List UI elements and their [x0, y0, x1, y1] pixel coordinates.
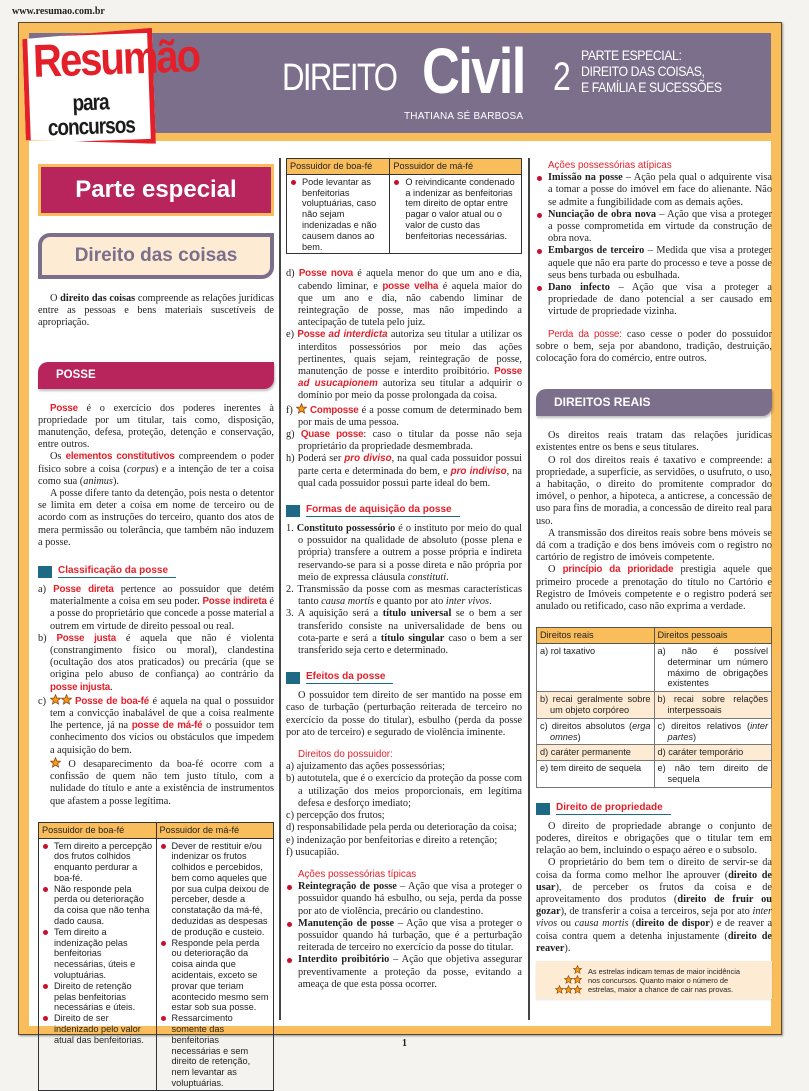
table-header: Possuidor de boa-fé	[39, 822, 157, 838]
list-item: g) Quase posse: caso o titular da posse não seja proprietário da propriedade desmembrada.	[286, 429, 522, 453]
note-paragraph: O desaparecimento da boa-fé ocorre com a confissão de quem não tem justo título, com a nulidade do título e ante a existência de instrumentos que afastem a posse legítima.	[50, 758, 274, 807]
list-item: Tem direito a percepção dos frutos colhidos enquanto perdurar a boa-fé.	[42, 841, 153, 884]
direitos-possuidor-heading: Direitos do possuidor:	[298, 749, 393, 761]
list-item: Reintegração de posse – Ação que visa a proteger o possuidor quando há esbulho, ou seja, perda da posse por ato de violência, precário ou clandestino.	[286, 881, 522, 918]
table-row	[537, 718, 772, 745]
paragraph: Os direitos reais tratam das relações jurídicas existentes entre os bens e seus titulares.	[536, 430, 772, 454]
paragraph: O direito de propriedade abrange o conjunto de poderes, direitos e obrigações que o titular tem em relação ao bem, incluindo o espaço aéreo e o subsolo.	[536, 820, 772, 857]
list-item: 2. Transmissão da posse com as mesmas características tanto causa mortis e quanto por ato inter vivos.	[286, 584, 522, 608]
title-direito: DIREITO	[282, 57, 397, 99]
direitos-possuidor-list	[286, 761, 522, 859]
atipicas-heading: Ações possessórias atípicas	[548, 160, 672, 171]
atipicas-list	[536, 172, 772, 318]
paragraph: A transmissão dos direitos reais sobre bens móveis se dá com a tradição e dos bens imóveis com o registro no cartório de registro de imóveis competente.	[536, 527, 772, 564]
star-icon	[564, 975, 573, 984]
title-volume-number: 2	[553, 55, 571, 99]
paragraph: Os elementos constitutivos compreendem o poder físico sobre a coisa (corpus) e a intenção de ter a coisa como sua (animus).	[38, 451, 274, 487]
formas-subheading: Formas de aquisição da posse	[286, 504, 522, 517]
paragraph: A posse difere tanto da detenção, pois nesta o detentor se limita em deter a coisa em nome de terceiro ou de acordo com as instruções do terceiro, quanto dos atos de mera permissão ou tolerância, que também não induzem a posse.	[38, 488, 274, 548]
table-cell: b) recai sobre relações interpessoais	[654, 692, 772, 719]
title-subtitle: PARTE ESPECIAL: DIREITO DAS COISAS, E FAMÍLIA E SUCESSÕES	[581, 47, 722, 95]
direito-das-coisas-heading: Direito das coisas	[38, 233, 274, 279]
table-cell: c) direitos absolutos (erga omnes)	[537, 718, 655, 745]
boa-fe-list	[42, 841, 153, 1046]
table-header: Possuidor de má-fé	[156, 822, 274, 838]
table-cell: e) tem direito de sequela	[537, 761, 655, 788]
legend-stars	[542, 965, 582, 995]
list-item: 3. A aquisição será a título universal se o bem a ser transferido consiste na universalidade de bens ou cota-parte e será a título singular caso o bem a ser transferido seja certo e determinado.	[286, 608, 523, 657]
table-cell: b) recai geralmente sobre um objeto corpóreo	[537, 692, 655, 719]
list-item: c) Posse de boa-fé é aquela na qual o possuidor tem a convicção inabalável de que a coisa realmente lhe pertence, já na posse de má-fé o possuidor tem conhecimento dos vícios ou obstáculos que impedem a aquisição do bem.	[38, 695, 275, 756]
star-legend	[536, 961, 772, 999]
paragraph: O princípio da prioridade prestigia aquele que primeiro procede a prenotação do título no Cartório e Registro de Imóveis competente e o registro poderá ser anulado ou retificado, caso não exprima a verdade.	[536, 564, 773, 613]
ma-fe-list	[160, 841, 271, 1089]
author-name: THATIANA SÉ BARBOSA	[404, 111, 524, 122]
list-item: Nunciação de obra nova – Ação que visa a proteger a posse comprometida em virtude da construção de obra nova.	[536, 209, 772, 246]
tipicas-heading: Ações possessórias típicas	[298, 868, 417, 880]
list-item: d) Posse nova é aquela menor do que um ano e dia, cabendo liminar, e posse velha é aquela maior do que um ano e dia, não cabendo liminar de reintegração de posse, mas não impedindo a antecipação de tutela pelo juiz.	[286, 268, 523, 329]
table-header: Possuidor de má-fé	[390, 159, 522, 175]
title-civil: Civil	[422, 35, 525, 107]
list-item: b) autotutela, que é o exercício da proteção da posse com a utilização dos meios proporcionais, em legítima defesa e desforço imediato;	[286, 773, 522, 809]
list-item: O reivindicante condenado a indenizar as benfeitorias tem direito de optar entre pagar o valor atual ou o valor de custo das benfeitorias necessárias.	[393, 177, 518, 242]
star-icon	[573, 985, 582, 994]
classificacao-subheading: Classificação da posse	[38, 565, 274, 578]
site-url: www.resumao.com.br	[12, 6, 105, 17]
column-divider	[279, 158, 281, 1020]
logo-title: Resumão	[32, 30, 200, 88]
list-item: h) Poderá ser pro diviso, na qual cada possuidor possui parte certa e determinada do bem, e pro indiviso, na qual cada possuidor possui parte ideal do bem.	[286, 453, 522, 489]
boa-fe-ma-fe-table-continued	[286, 158, 522, 254]
list-item: Tem direito a indenização pelas benfeitorias necessárias, úteis e voluptuárias.	[42, 927, 153, 981]
table-cell: d) caráter temporário	[654, 745, 772, 761]
list-item: Direito de retenção pelas benfeitorias necessárias e úteis.	[42, 981, 153, 1013]
list-item: Interdito proibitório – Ação que objetiva assegurar preventivamente a proteção da posse, evitando a ameaça de que esta possa ocorrer.	[286, 954, 522, 991]
column-3	[536, 158, 772, 999]
table-cell: d) caráter permanente	[537, 745, 655, 761]
list-item: Dever de restituir e/ou indenizar os frutos colhidos e percebidos, bem como aqueles que por sua culpa deixou de perceber, desde a constatação da má-fé, deduzidas as despesas de produção e custeio.	[160, 841, 271, 938]
paragraph: O rol dos direitos reais é taxativo e compreende: a propriedade, a superfície, as servidões, o usufruto, o uso, a habitação, o direito do promitente comprador do imóvel, o penhor, a hipoteca, a anticrese, a concessão de uso para fins de moradia, a concessão de direito real para uso.	[536, 454, 772, 527]
list-item: b) Posse justa é aquela que não é violenta (constrangimento físico ou moral), clandestina (ocultação dos atos praticados) ou precária (que se origina pelo abuso de confiança) ao contrário da posse injusta.	[38, 632, 274, 693]
list-item: Dano infecto – Ação que visa a proteger a propriedade de dano potencial a ser causado em virtude de propriedade vizinha.	[536, 282, 772, 319]
propriedade-subheading: Direito de propriedade	[536, 802, 772, 815]
table-header: Possuidor de boa-fé	[287, 159, 390, 175]
reais-vs-pessoais-table	[536, 627, 772, 788]
column-2	[286, 158, 522, 991]
list-item: Não responde pela perda ou deterioração da coisa que não tenha dado causa.	[42, 884, 153, 927]
resumao-logo	[22, 28, 200, 148]
list-item: Imissão na posse – Ação pela qual o adquirente visa a tomar a posse do imóvel em face do alienante. Não se admite a fungibilidade com as demais ações.	[536, 172, 772, 209]
star-icon	[573, 965, 582, 974]
page-number: 1	[402, 1038, 407, 1049]
star-icon	[555, 985, 564, 994]
list-item: f) usucapião.	[286, 846, 340, 858]
table-row	[537, 761, 772, 788]
table-cell: c) direitos relativos (inter partes)	[654, 718, 772, 745]
intro-paragraph: O direito das coisas compreende as relações jurídicas entre as pessoas e bens materiais suscetíveis de apropriação.	[38, 293, 274, 329]
boa-fe-list	[290, 177, 386, 253]
column-divider	[528, 158, 530, 1020]
column-1	[38, 158, 274, 1091]
list-item: Pode levantar as benfeitorias voluptuárias, caso não sejam indenizadas e não causem danos ao bem.	[290, 177, 386, 253]
perda-paragraph: Perda da posse: caso cesse o poder do possuidor sobre o bem, seja por abandono, tradição, destruição, colocação fora do comércio, entre outros.	[536, 328, 773, 365]
table-header: Direitos reais	[537, 628, 655, 644]
star-icon	[573, 975, 582, 984]
table-row	[537, 745, 772, 761]
table-row	[537, 644, 772, 692]
list-item: a) ajuizamento das ações possessórias;	[286, 761, 445, 773]
table-row	[537, 692, 772, 719]
table-cell: e) não tem direito de sequela	[654, 761, 772, 788]
list-item: Embargos de terceiro – Medida que visa a proteger aquele que não era parte do processo e teve a posse de seus bens turbada ou esbulhada.	[536, 245, 772, 282]
paragraph: O proprietário do bem tem o direito de servir-se da coisa da forma como melhor lhe aprouver (direito de usar), de perceber os frutos da coisa e de aproveitamento dos produtos (direito de fruir ou gozar), de transferir a coisa a terceiros, seja por ato inter vivos ou causa mortis (direito de dispor) e de reaver a coisa contra quem a detenha injustamente (direito de reaver).	[536, 857, 773, 954]
table-cell: a) não é possível determinar um número máximo de obrigações existentes	[654, 644, 772, 692]
list-item: f) Composse é a posse comum de determinado bem por mais de uma pessoa.	[286, 404, 522, 428]
tipicas-list	[286, 881, 522, 991]
star-icon	[564, 985, 573, 994]
posse-section-header: POSSE	[38, 362, 274, 389]
posse-types-list	[286, 268, 522, 490]
star-icon	[50, 757, 61, 768]
direitos-reais-section-header: DIREITOS REAIS	[536, 389, 772, 416]
ma-fe-list	[393, 177, 518, 242]
list-item: Direito de ser indenizado pelo valor atual das benfeitorias.	[42, 1013, 153, 1045]
list-item: Responde pela perda ou deterioração da coisa ainda que acidentais, exceto se provar que teriam acontecido mesmo sem estar sob sua posse.	[160, 938, 271, 1014]
table-cell: a) rol taxativo	[537, 644, 655, 692]
star-icon	[296, 403, 307, 414]
list-item: a) Posse direta pertence ao possuidor que detém materialmente a coisa em seu poder. Posse indireta é a posse do proprietário que concede a posse material a outrem em virtude de direito pessoal ou real.	[38, 584, 275, 632]
list-item: e) Posse ad interdicta autoriza seu titular a utilizar os interditos possessórios por meio das ações pertinentes, quais sejam, reintegração de posse, manutenção de posse e interdito proibitório. Posse ad usucapionem autoriza seu titular a adquirir o domínio por meio da posse prolongada da coisa.	[286, 329, 523, 402]
table-header: Direitos pessoais	[654, 628, 772, 644]
star-icon	[50, 694, 61, 705]
list-item: Manutenção de posse – Ação que visa a proteger o possuidor quando há turbação, que é a perturbação reiterada de terceiro no exercício da posse do titular.	[286, 918, 522, 955]
classificacao-list	[38, 584, 274, 757]
paragraph: O possuidor tem direito de ser mantido na posse em caso de turbação (perturbação reiterada de terceiro no exercício da posse do titular), esbulho (perda da posse por ato de terceiro) e segurado de violência iminente.	[286, 690, 522, 738]
boa-fe-ma-fe-table	[38, 822, 274, 1091]
list-item: d) responsabilidade pela perda ou deterioração da coisa;	[286, 822, 517, 834]
efeitos-subheading: Efeitos da posse	[286, 671, 522, 684]
list-item: c) percepção dos frutos;	[286, 810, 385, 822]
parte-especial-heading: Parte especial	[38, 164, 274, 216]
list-item: 1. Constituto possessório é o instituto por meio do qual o possuidor na qualidade de absoluto (posse plena e própria) transfere a outrem a posse própria e indireta reservando-se para si a posse direta e não própria por meio de expressa cláusula constituti.	[286, 523, 523, 583]
legend-text: As estrelas indicam temas de maior incidência nos concursos. Quanto maior o número de estrelas, maior a chance de cair nas provas.	[588, 966, 740, 994]
formas-list	[286, 523, 522, 657]
logo-subtitle: para concursos	[47, 90, 136, 142]
paragraph: Posse é o exercício dos poderes inerentes à propriedade por um titular, tais como, disposição, manutenção, defesa, proteção, detenção e conservação, entre outros.	[38, 402, 274, 451]
list-item: e) indenização por benfeitorias e direito a retenção;	[286, 834, 498, 846]
star-icon	[61, 694, 72, 705]
list-item: Ressarcimento somente das benfeitorias necessárias e sem direito de retenção, nem levantar as voluptuárias.	[160, 1013, 271, 1089]
